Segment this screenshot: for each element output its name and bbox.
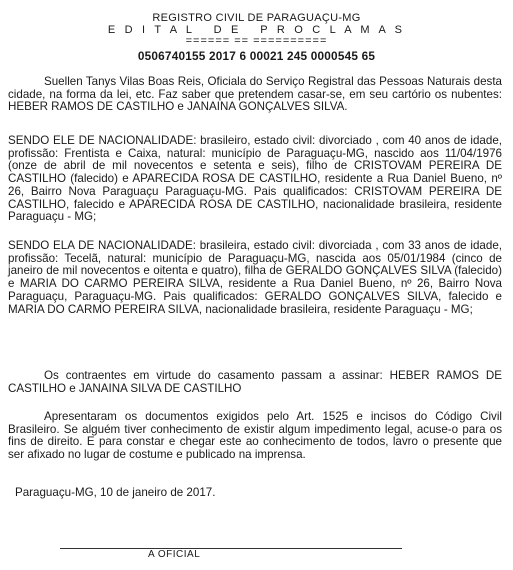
intro-paragraph: Suellen Tanys Vilas Boas Reis, Oficiala do Serviço Registral das Pessoas Naturais desta cidade, na forma da lei, etc. Faz saber que pretendem casar-se, em seu cartório os nubentes: HEBER RAMOS DE CASTILHO e JANAINA GONÇALVES SILVA.	[8, 75, 502, 114]
document-title: E D I T A L D E P R O C L A M A S	[107, 24, 406, 36]
office-name: REGISTRO CIVIL DE PARAGUAÇU-MG	[152, 12, 361, 24]
names-after-marriage-paragraph: Os contraentes em virtude do casamento passam a assinar: HEBER RAMOS DE CASTILHO e JANAINA SILVA DE CASTILHO	[8, 369, 502, 395]
groom-paragraph: SENDO ELE DE NACIONALIDADE: brasileiro, estado civil: divorciado , com 40 anos de idade, profissão: Frentista e Caixa, natural: município de Paraguaçu-MG, nascido aos 11/04/1976 (onze de abril de mil novecentos e setenta e seis), filho de CRISTOVAM PEREIRA DE CASTILHO (falecido) e APARECIDA ROSA DE CASTILHO, residente a Rua Daniel Bueno, nº 26, Bairro Nova Paraguaçu Paraguaçu-MG. Pais qualificados: CRISTOVAM PEREIRA DE CASTILHO, falecido e APARECIDA ROSA DE CASTILHO, nacionalidade brasileira, residente Paraguaçu - MG;	[8, 134, 502, 224]
closing-paragraph: Apresentaram os documentos exigidos pelo Art. 1525 e incisos do Código Civil Brasileiro. Se alguém tiver conhecimento de existir algum impedimento legal, acuse-o para os fins de direito. E para constar e chegar este ao conhecimento de todos, lavro o presente que ser afixado no lugar de costume e publicado na imprensa.	[8, 410, 502, 462]
place-date: Paraguaçu-MG, 10 de janeiro de 2017.	[15, 486, 216, 499]
document-number: 0506740155 2017 6 00021 245 0000545 65	[137, 49, 376, 63]
title-underline: ====== == ==========	[185, 35, 328, 47]
signature-line	[60, 548, 402, 549]
bride-paragraph: SENDO ELA DE NACIONALIDADE: brasileira, estado civil: divorciada , com 33 anos de idade, profissão: Tecelã, natural: município de Paraguaçu-MG, nascida aos 05/01/1984 (cinco de janeiro de mil novecentos e oitenta e quatro), filha de GERALDO GONÇALVES SILVA (falecido) e MARIA DO CARMO PEREIRA SILVA, residente a Rua Daniel Bueno, nº 26, Bairro Nova Paraguaçu, Paraguaçu-MG. Pais qualificados: GERALDO GONÇALVES SILVA, falecido e MARIA DO CARMO PEREIRA SILVA, nacionalidade brasileira, residente Paraguaçu - MG;	[8, 239, 502, 316]
signature-label: A OFICIAL	[148, 549, 201, 560]
